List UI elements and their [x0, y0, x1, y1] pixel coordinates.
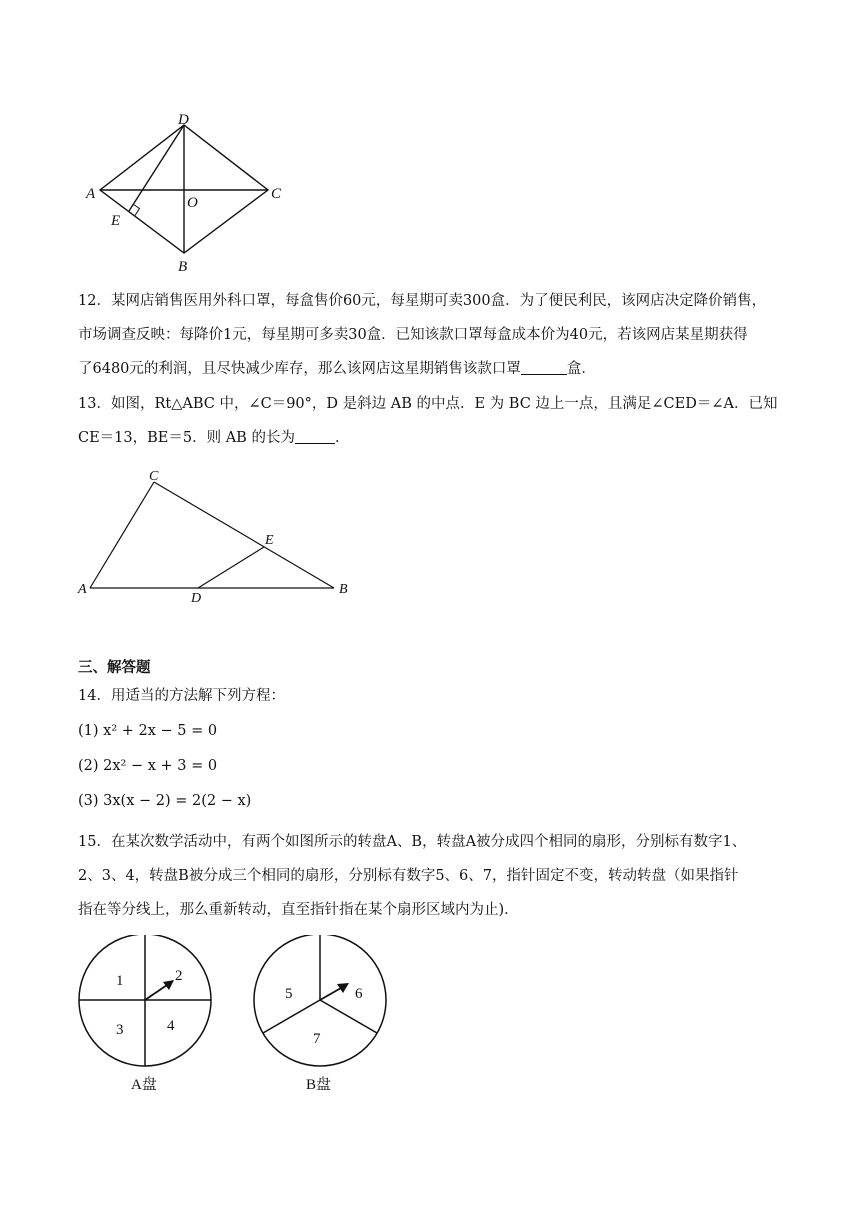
- q15-line-3: 指在等分线上，那么重新转动，直至指针指在某个扇形区域内为止)．: [78, 902, 519, 918]
- spinner-b-caption: B盘: [306, 1077, 332, 1093]
- label-o: O: [187, 195, 198, 211]
- q13-line-2: [78, 428, 349, 448]
- figure-triangle: [76, 465, 356, 605]
- spinner-b-pointer: [320, 988, 341, 1000]
- spinner-b-divider-left: [263, 1000, 320, 1033]
- q12-text-after-blank: 盒．: [566, 361, 596, 377]
- label-a: A: [78, 582, 87, 597]
- label-c: C: [271, 186, 282, 202]
- right-angle-mark: [134, 205, 140, 216]
- label-a: A: [86, 186, 96, 202]
- q13-line-1: 13．如图，Rt△ABC 中，∠C＝90°，D 是斜边 AB 的中点．E 为 BC 边上一点，且满足∠CED＝∠A．已知: [78, 396, 778, 412]
- q13-text-after-blank: ．: [334, 430, 350, 446]
- spinner-a-pointer: [145, 985, 167, 1000]
- label-e: E: [111, 213, 121, 229]
- side-cb: [154, 482, 334, 588]
- spinner-a-number-1: 1: [116, 973, 124, 989]
- segment-de: [198, 547, 264, 588]
- spinner-b-number-6: 6: [355, 986, 363, 1002]
- spinner-b-arrow-icon: [337, 983, 349, 993]
- q14-equation-2: (2) 2x² − x + 3 = 0: [78, 758, 218, 774]
- q14-equation-1: (1) x² + 2x − 5 = 0: [78, 723, 218, 739]
- spinner-a-number-4: 4: [167, 1018, 175, 1034]
- q14-stem: 14．用适当的方法解下列方程：: [78, 688, 285, 704]
- q15-line-1: 15．在某次数学活动中，有两个如图所示的转盘A、B，转盘A被分成四个相同的扇形，分别标有数字1、: [78, 834, 747, 850]
- spinner-b-number-7: 7: [313, 1031, 321, 1047]
- side-ac: [90, 482, 154, 588]
- q12-line-2: 市场调查反映：每降价1元，每星期可多卖30盒．已知该款口罩每盒成本价为40元，若该网店某星期获得: [78, 327, 748, 343]
- label-b: B: [339, 582, 348, 597]
- label-d: D: [191, 591, 202, 605]
- spinner-a-number-3: 3: [116, 1022, 124, 1038]
- spinner-a-caption: A盘: [131, 1077, 157, 1093]
- label-c: C: [149, 469, 159, 484]
- q12-text-before-blank: 了6480元的利润，且尽快减少库存，那么该网店这星期销售该款口罩: [78, 361, 521, 377]
- q12-line-1: 12．某网店销售医用外科口罩，每盒售价60元，每星期可卖300盒．为了便民利民，该网店决定降价销售，: [78, 293, 767, 309]
- spinner-a: [72, 935, 222, 1095]
- label-e: E: [265, 533, 274, 548]
- segment-de: [129, 125, 184, 211]
- section-title: 三、解答题: [78, 660, 151, 676]
- q12-answer-blank: [521, 360, 567, 375]
- spinner-b: [248, 935, 398, 1095]
- q13-answer-blank: [295, 429, 335, 444]
- figure-rhombus: [80, 105, 300, 280]
- spinner-a-number-2: 2: [175, 968, 183, 984]
- spinner-b-number-5: 5: [285, 986, 293, 1002]
- label-d: D: [178, 112, 189, 128]
- label-b: B: [178, 259, 188, 275]
- q14-equation-3: (3) 3x(x − 2) = 2(2 − x): [78, 793, 252, 809]
- q12-line-3: [78, 359, 596, 379]
- q13-text-before-blank: CE＝13，BE＝5．则 AB 的长为: [78, 430, 295, 446]
- q15-line-2: 2、3、4，转盘B被分成三个相同的扇形，分别标有数字5、6、7，指针固定不变，转动转盘（如果指针: [78, 868, 739, 884]
- spinner-b-divider-right: [320, 1000, 377, 1033]
- spinner-a-arrow-icon: [163, 980, 174, 990]
